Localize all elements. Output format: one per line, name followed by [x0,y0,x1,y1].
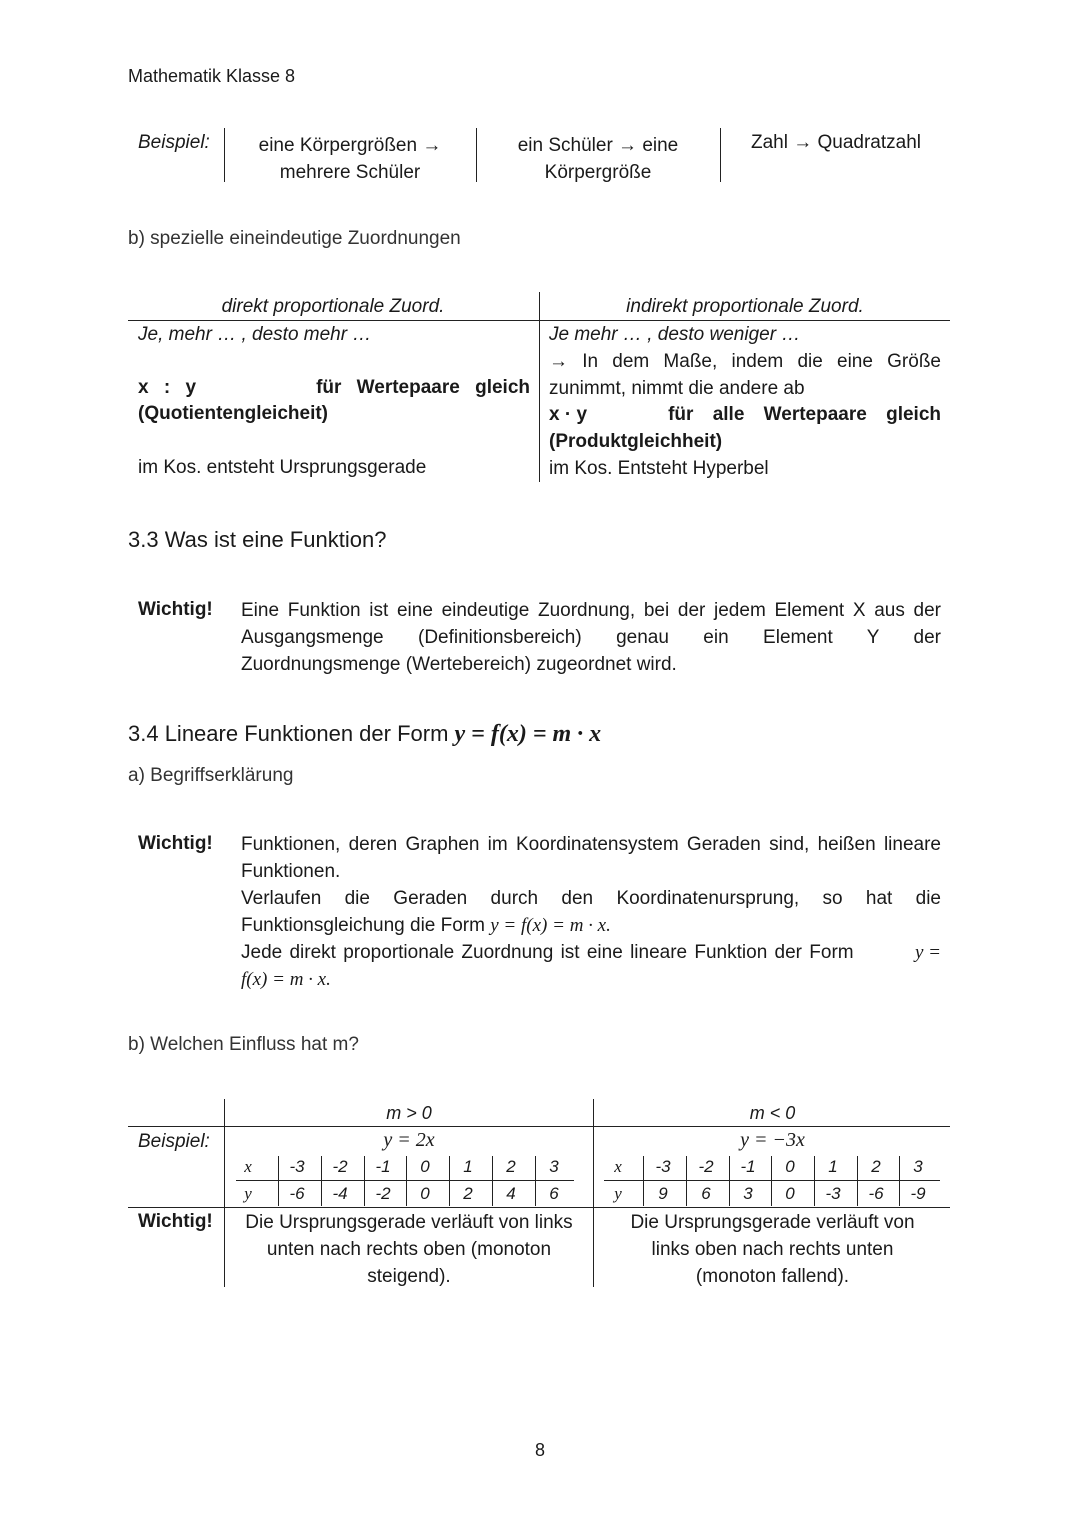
y-value: 0 [785,1184,795,1203]
condition-positive-m: m > 0 [386,1103,432,1123]
x-value: 0 [420,1157,430,1176]
indirect-prop-formula: x · y [549,404,588,425]
beispiel-col3: Zahl → Quadratzahl [750,132,922,153]
value-table-rule [604,1180,940,1181]
positive-m-desc-line2: unten nach rechts oben (monoton [266,1239,552,1260]
negative-m-desc-line2: links oben nach rechts unten [651,1239,894,1260]
y-value: 2 [463,1184,473,1203]
function-definition [241,597,941,678]
section-a-heading: a) Begriffserklärung [128,765,294,786]
y-value: -2 [375,1184,391,1203]
page-header-title: Mathematik Klasse 8 [128,66,296,86]
linear-def-line5-formula: y = [914,942,941,963]
function-definition-line2: Ausgangsmenge (Definitionsbereich) genau ein Element Y der [241,627,941,648]
direct-prop-formula-text: für Wertepaare gleich [316,377,530,398]
y-value: 6 [701,1184,711,1203]
beispiel-col2 [478,132,718,186]
equation-negative-m: y = −3x [740,1129,805,1151]
function-definition-line3: Zuordnungsmenge (Wertebereich) zugeordnet wird. [241,654,677,675]
value-table-y-label: y [244,1184,252,1203]
table-divider [224,1099,225,1287]
page-number: 8 [534,1440,545,1460]
y-value: 6 [549,1184,559,1203]
divider [720,128,721,182]
indirect-prop-formula-row [549,404,941,426]
divider [476,128,477,182]
y-value: 4 [506,1184,516,1203]
x-value: 0 [785,1157,795,1176]
linear-def-line4-text: Funktionsgleichung die Form [241,915,485,936]
x-value: 2 [871,1157,881,1176]
beispiel-col2-line2: Körpergröße [544,162,652,183]
table-rule [128,1126,950,1127]
table-rule [128,1207,950,1208]
section-b2-heading: b) Welchen Einfluss hat m? [128,1034,359,1055]
direct-prop-formula: x : y [138,377,197,398]
table-divider [593,1099,594,1287]
x-value: -1 [740,1157,756,1176]
direct-prop-rule: Je, mehr … , desto mehr … [138,324,372,345]
section-3-4-title: 3.4 Lineare Funktionen der Form [128,721,449,746]
y-value: -6 [289,1184,305,1203]
linear-def-line3: Verlaufen die Geraden durch den Koordinatenursprung, so hat die [241,888,941,909]
condition-negative-m: m < 0 [749,1103,796,1123]
positive-m-description [226,1209,592,1290]
section-3-4-formula: y = f(x) = m · x [454,721,602,747]
direct-prop-heading: direkt proportionale Zuord. [221,296,445,317]
wichtig-label-1: Wichtig! [138,599,213,620]
linear-def-line5-text: Jede direkt proportionale Zuordnung ist eine lineare Funktion der Form [241,942,854,963]
linear-function-definition [241,831,941,993]
indirect-prop-explain-1: → In dem Maße, indem die eine Größe [549,351,941,372]
direct-prop-formula-row [138,377,530,399]
y-value: 0 [420,1184,430,1203]
section-3-3-heading: 3.3 Was ist eine Funktion? [128,527,387,552]
x-value: -3 [655,1157,671,1176]
y-value: -4 [332,1184,348,1203]
x-value: 1 [828,1157,838,1176]
value-table-y-label: y [614,1184,622,1203]
wichtig-label-2: Wichtig! [138,833,213,854]
y-value: -3 [825,1184,841,1203]
x-value: -2 [332,1157,348,1176]
linear-def-line2: Funktionen. [241,861,341,882]
function-definition-line1: Eine Funktion ist eine eindeutige Zuordnung, bei der jedem Element X aus der [241,600,941,621]
positive-m-desc-line3: steigend). [367,1266,451,1287]
linear-def-line6-formula: f(x) = m · x. [241,969,331,990]
beispiel-col1-line2: mehrere Schüler [279,162,421,183]
beispiel-col2-line1: ein Schüler → eine [517,135,679,156]
beispiel-col1-line1: eine Körpergrößen → [258,135,442,156]
value-table-rule [236,1180,574,1181]
beispiel-col1 [226,132,474,186]
linear-def-line5 [241,939,941,966]
section-b-heading: b) spezielle eineindeutige Zuordnungen [128,228,461,249]
y-value: 3 [743,1184,753,1203]
section-3-4-heading [128,721,601,748]
x-value: -3 [289,1157,305,1176]
y-value: -9 [910,1184,926,1203]
equation-positive-m: y = 2x [383,1129,435,1151]
linear-def-line1: Funktionen, deren Graphen im Koordinatensystem Geraden sind, heißen lineare [241,834,941,855]
x-value: 2 [506,1157,516,1176]
indirect-prop-heading: indirekt proportionale Zuord. [626,296,864,317]
positive-m-desc-line1: Die Ursprungsgerade verläuft von links [245,1212,573,1233]
linear-def-line4-formula: y = f(x) = m · x. [490,915,611,936]
indirect-prop-formula-text: für alle Wertepaare gleich [668,404,941,425]
negative-m-desc-line3: (monoton fallend). [695,1266,850,1287]
direct-prop-graph: im Kos. entsteht Ursprungsgerade [138,457,427,478]
direct-prop-quotient: (Quotientengleicheit) [138,403,328,424]
beispiel-label: Beispiel: [138,132,210,153]
indirect-prop-product: (Produktgleichheit) [549,431,723,452]
x-value: 3 [913,1157,923,1176]
indirect-prop-rule: Je mehr … , desto weniger … [549,324,801,345]
value-table-x-label: x [244,1157,252,1176]
negative-m-description [595,1209,950,1290]
m-table-beispiel-label: Beispiel: [138,1131,210,1152]
table-divider [539,292,540,482]
x-value: -2 [698,1157,714,1176]
y-value: -6 [868,1184,884,1203]
negative-m-desc-line1: Die Ursprungsgerade verläuft von [630,1212,915,1233]
x-value: 1 [463,1157,473,1176]
m-table-wichtig-label: Wichtig! [138,1211,213,1232]
x-value: 3 [549,1157,559,1176]
indirect-prop-graph: im Kos. Entsteht Hyperbel [549,458,769,479]
divider [224,128,225,182]
indirect-prop-explain-2: zunimmt, nimmt die andere ab [549,378,805,399]
linear-def-line4 [241,912,941,939]
value-table-x-label: x [614,1157,622,1176]
y-value: 9 [658,1184,668,1203]
x-value: -1 [375,1157,391,1176]
